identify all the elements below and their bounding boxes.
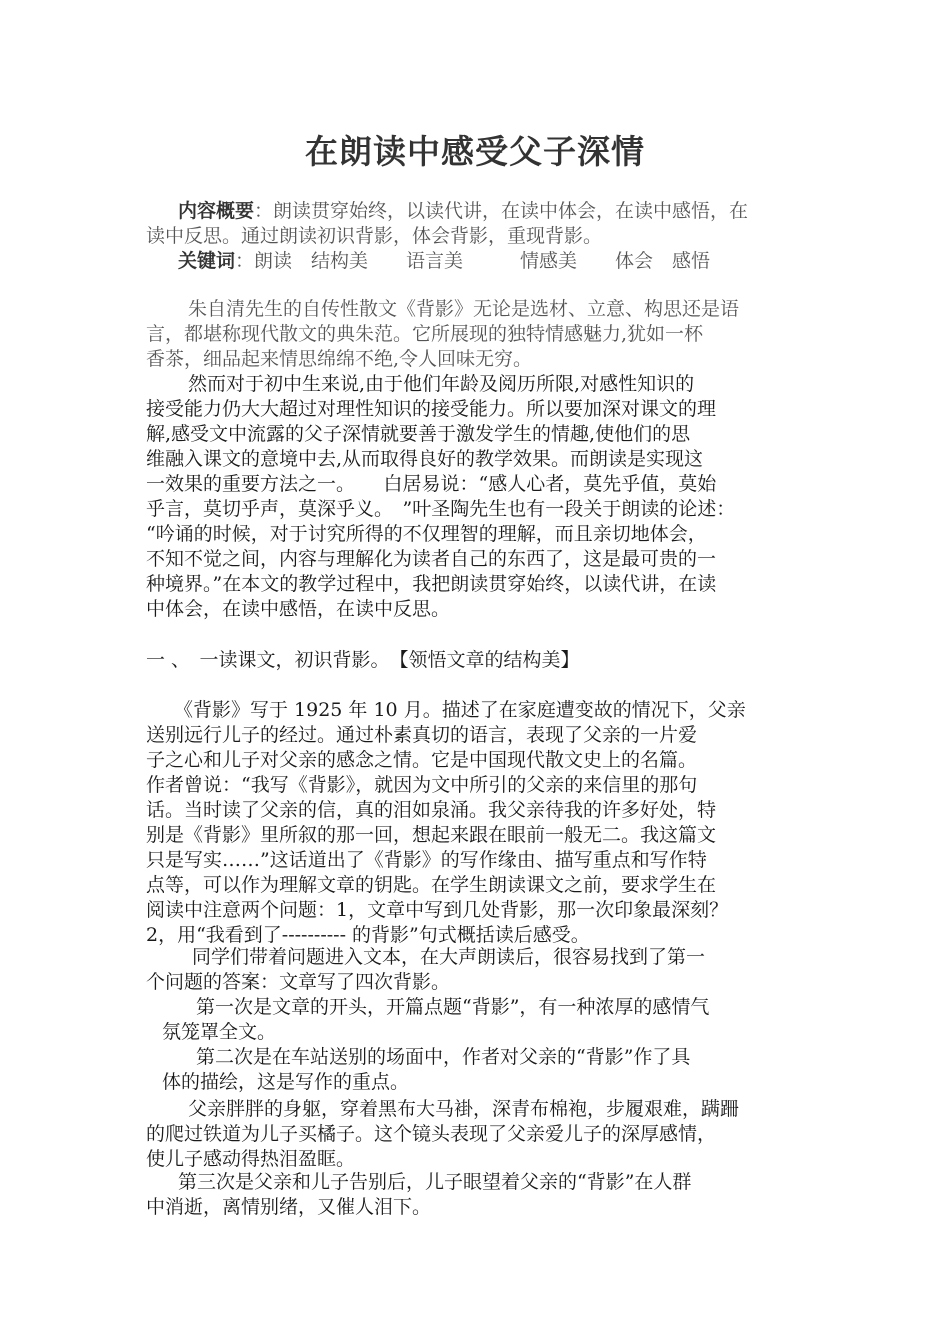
text-line: 第一次是文章的开头，开篇点题“背影”，有一种浓厚的感情气 bbox=[196, 996, 710, 1018]
text-line: 乎言，莫切乎声，莫深乎义。 ”叶圣陶先生也有一段关于朗读的论述： bbox=[146, 498, 736, 520]
text-line: 父亲胖胖的身躯，穿着黑布大马褂，深青布棉袍，步履艰难，蹒跚 bbox=[188, 1098, 740, 1120]
summary-line-2: 读中反思。通过朗读初识背影，体会背影，重现背影。 bbox=[146, 225, 603, 247]
text-line: 阅读中注意两个问题：1，文章中写到几处背影，那一次印象最深刻？ bbox=[146, 899, 729, 921]
text-line: 使儿子感动得热泪盈眶。 bbox=[146, 1148, 356, 1170]
keywords-label: 关键词 bbox=[178, 250, 236, 272]
text-line: 《背影》写于 1925 年 10 月。描述了在家庭遭变故的情况下，父亲 bbox=[174, 699, 746, 721]
summary-line-1: 内容概要：朗读贯穿始终，以读代讲，在读中体会，在读中感悟，在 bbox=[178, 200, 749, 222]
text-line: 子之心和儿子对父亲的感念之情。它是中国现代散文史上的名篇。 bbox=[146, 749, 698, 771]
paragraph-3 bbox=[146, 698, 812, 948]
section-heading-text: 一 、 一读课文，初识背影。 【领悟文章的结构美】 bbox=[146, 649, 580, 671]
text-line: 中消逝，离情别绪，又催人泪下。 bbox=[146, 1196, 432, 1218]
keywords-line: 关键词：朗读 结构美 语言美 情感美 体会 感悟 bbox=[178, 250, 711, 272]
text-line: 然而对于初中生来说,由于他们年龄及阅历所限,对感性知识的 bbox=[188, 373, 695, 395]
summary-block bbox=[146, 199, 812, 274]
text-line: “吟诵的时候，对于讨究所得的不仅理智的理解，而且亲切地体会， bbox=[146, 523, 707, 545]
text-line: 话。当时读了父亲的信，真的泪如泉涌。我父亲待我的许多好处，特 bbox=[146, 799, 717, 821]
text-line: 中体会，在读中感悟，在读中反思。 bbox=[146, 598, 451, 620]
text-line: 同学们带着问题进入文本，在大声朗读后，很容易找到了第一 bbox=[192, 946, 706, 968]
text-line: 送别远行儿子的经过。通过朴素真切的语言，表现了父亲的一片爱 bbox=[146, 724, 698, 746]
text-line: 第二次是在车站送别的场面中，作者对父亲的“背影”作了具 bbox=[196, 1046, 691, 1068]
text-line: 点等，可以作为理解文章的钥匙。在学生朗读课文之前，要求学生在 bbox=[146, 874, 717, 896]
text-line: 体的描绘，这是写作的重点。 bbox=[162, 1071, 410, 1093]
text-line: 不知不觉之间，内容与理解化为读者自己的东西了，这是最可贵的一 bbox=[146, 548, 717, 570]
text-line: 香茶，细品起来情思绵绵不绝,令人回味无穷。 bbox=[146, 348, 533, 370]
paragraph-2 bbox=[146, 372, 812, 622]
text-line: 第三次是父亲和儿子告别后，儿子眼望着父亲的“背影”在人群 bbox=[178, 1171, 692, 1193]
text-line: 维融入课文的意境中去,从而取得良好的教学效果。而朗读是实现这 bbox=[146, 448, 704, 470]
text-line: 个问题的答案：文章写了四次背影。 bbox=[146, 971, 451, 993]
intro-paragraph bbox=[146, 297, 812, 372]
text-line: 言，都堪称现代散文的典朱范。它所展现的独特情感魅力,犹如一杯 bbox=[146, 323, 704, 345]
paragraph-8 bbox=[146, 1170, 812, 1220]
paragraph-6 bbox=[146, 1045, 812, 1095]
text-line: 解,感受文中流露的父子深情就要善于激发学生的情趣,使他们的思 bbox=[146, 423, 691, 445]
paragraph-5 bbox=[146, 995, 812, 1045]
text-line: 的爬过铁道为儿子买橘子。这个镜头表现了父亲爱儿子的深厚感情， bbox=[146, 1123, 717, 1145]
paragraph-4 bbox=[146, 945, 812, 995]
section-heading-1 bbox=[146, 648, 812, 673]
text-line: 一效果的重要方法之一。 白居易说：“感人心者，莫先乎值，莫始 bbox=[146, 473, 717, 495]
text-line: 朱自清先生的自传性散文《背影》无论是选材、立意、构思还是语 bbox=[188, 298, 740, 320]
page-title: 在朗读中感受父子深情 bbox=[305, 132, 645, 171]
text-line: 作者曾说：“我写《背影》，就因为文中所引的父亲的来信里的那句 bbox=[146, 774, 698, 796]
text-line: 只是写实……”这话道出了《背影》的写作缘由、描写重点和写作特 bbox=[146, 849, 707, 871]
summary-label: 内容概要 bbox=[178, 200, 255, 222]
text-line: 接受能力仍大大超过对理性知识的接受能力。所以要加深对课文的理 bbox=[146, 398, 717, 420]
text-line: 别是《背影》里所叙的那一回，想起来跟在眼前一般无二。我这篇文 bbox=[146, 824, 717, 846]
text-line: 2，用“我看到了---------- 的背影”句式概括读后感受。 bbox=[146, 924, 590, 946]
text-line: 氛笼罩全文。 bbox=[162, 1021, 277, 1043]
text-line: 种境界。”在本文的教学过程中，我把朗读贯穿始终，以读代讲，在读 bbox=[146, 573, 717, 595]
paragraph-7 bbox=[146, 1097, 812, 1172]
